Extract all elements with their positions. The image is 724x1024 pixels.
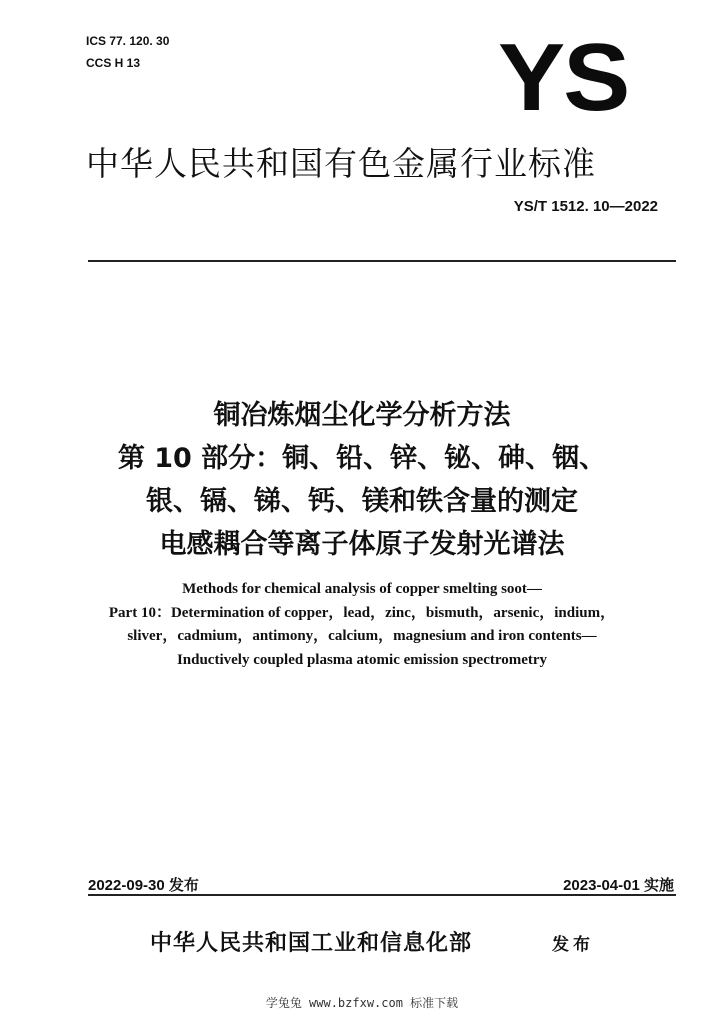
bottom-divider <box>88 894 676 896</box>
ys-logo: YS <box>498 24 629 131</box>
chinese-title <box>0 394 724 566</box>
issue-date: 2022-09-30 发布 <box>88 877 199 894</box>
english-title-line: Part 10：Determination of copper，lead，zinc，bismuth，arsenic，indium， <box>108 604 616 621</box>
english-title-line: Inductively coupled plasma atomic emission spectrometry <box>176 651 548 668</box>
ics-code: ICS 77. 120. 30 <box>86 34 170 48</box>
chinese-title-line: 电感耦合等离子体原子发射光谱法 <box>159 529 565 560</box>
english-title <box>0 578 724 672</box>
english-title-line: Methods for chemical analysis of copper smelting soot— <box>182 581 542 597</box>
chinese-title-line: 第 10 部分：铜、铅、锌、铋、砷、铟、 <box>117 443 607 474</box>
standard-category-title: 中华人民共和国有色金属行业标准 <box>86 144 596 183</box>
publisher-name: 中华人民共和国工业和信息化部 <box>150 931 473 956</box>
chinese-title-line: 铜冶炼烟尘化学分析方法 <box>213 400 511 431</box>
standard-number: YS/T 1512. 10—2022 <box>513 198 658 215</box>
publish-label: 发布 <box>552 935 594 955</box>
english-title-line: sliver，cadmium，antimony，calcium，magnesium and iron contents— <box>127 628 597 644</box>
chinese-title-line: 银、镉、锑、钙、镁和铁含量的测定 <box>146 486 578 517</box>
ccs-code: CCS H 13 <box>86 56 141 70</box>
watermark: 学兔兔 www.bzfxw.com 标准下载 <box>265 996 459 1010</box>
implementation-date: 2023-04-01 实施 <box>563 877 674 894</box>
top-divider <box>88 260 676 262</box>
classification-codes <box>86 30 169 74</box>
